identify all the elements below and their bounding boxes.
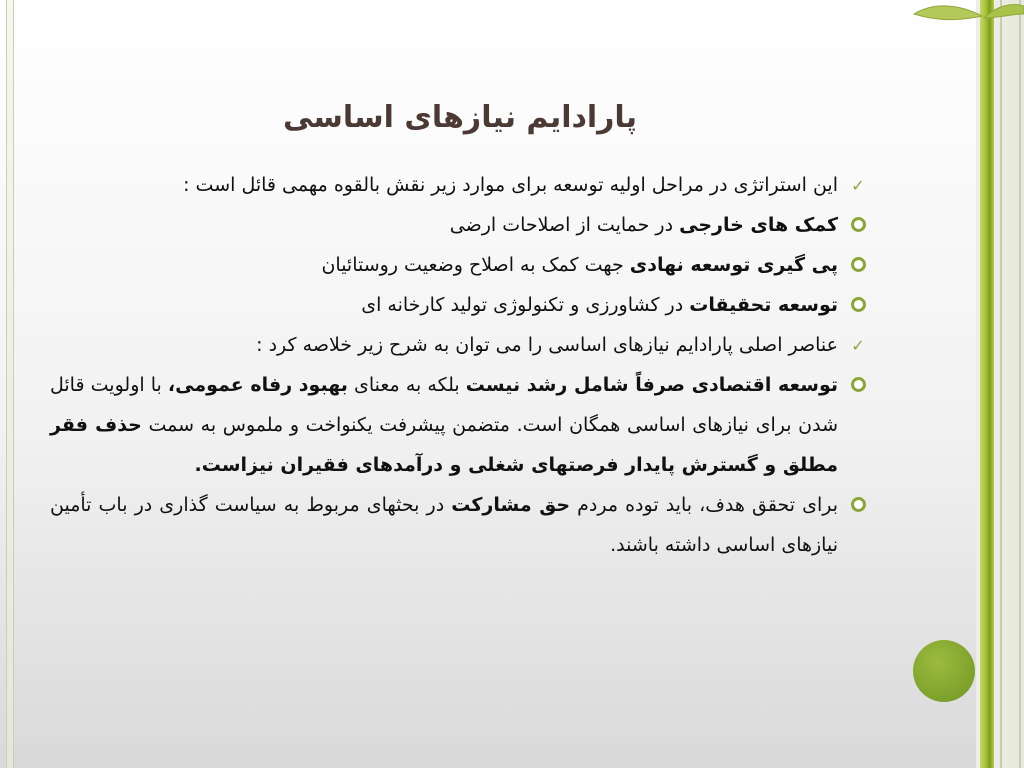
bullet-item <box>50 485 870 565</box>
bullet-text-bold: توسعه اقتصادی صرفاً شامل رشد نیست <box>465 374 839 396</box>
ring-bullet-icon <box>846 285 870 326</box>
stem-line-far-decoration <box>1019 0 1021 768</box>
bullet-text: در کشاورزی و تکنولوژی تولید کارخانه ای <box>361 294 690 316</box>
ring-bullet-icon <box>846 485 870 526</box>
bullet-list <box>50 165 870 565</box>
ring-bullet-icon <box>846 205 870 246</box>
bullet-item <box>50 325 870 365</box>
plant-stem-decoration <box>980 0 994 768</box>
bullet-item <box>50 165 870 205</box>
bullet-text: این استراتژی در مراحل اولیه توسعه برای موارد زیر نقش بالقوه مهمی قائل است : <box>183 174 838 196</box>
leaves-icon <box>904 0 1024 40</box>
bullet-text: در حمایت از اصلاحات ارضی <box>449 214 680 236</box>
bullet-text: با اولویت قائل شدن برای نیازهای اساسی همگان است. متضمن پیشرفت یکنواخت و ملموس به سمت <box>50 374 838 436</box>
bullet-text: برای تحقق هدف، باید توده مردم <box>570 494 839 516</box>
bullet-text-bold: حذف فقر مطلق و گسترش پایدار فرصتهای شغلی و درآمدهای فقیران نیزاست. <box>50 414 838 476</box>
ring-bullet-icon <box>846 365 870 406</box>
bullet-text: بلکه به معنای <box>347 374 466 396</box>
check-icon: ✓ <box>851 336 865 355</box>
stem-line-decoration <box>1000 0 1002 768</box>
bullet-item <box>50 365 870 485</box>
bullet-item <box>50 205 870 245</box>
bullet-text: در بحثهای مربوط به سیاست گذاری در باب تأمین نیازهای اساسی داشته باشند. <box>50 494 838 556</box>
ring-bullet-icon <box>846 245 870 286</box>
bullet-text-bold: کمک های خارجی <box>679 214 838 236</box>
slide-title: پارادایم نیازهای اساسی <box>283 100 637 135</box>
bullet-text: جهت کمک به اصلاح وضعیت روستائیان <box>321 254 630 276</box>
green-circle-decoration <box>913 640 975 702</box>
slide-content <box>50 90 870 565</box>
left-frame-decoration <box>6 0 14 768</box>
bullet-text-bold: پی گیری توسعه نهادی <box>629 254 838 276</box>
bullet-text-bold: توسعه تحقیقات <box>689 294 838 316</box>
bullet-text: عناصر اصلی پارادایم نیازهای اساسی را می توان به شرح زیر خلاصه کرد : <box>256 334 838 356</box>
bullet-item <box>50 285 870 325</box>
bullet-text-bold: حق مشارکت <box>451 494 571 516</box>
bullet-item <box>50 245 870 285</box>
check-icon: ✓ <box>851 176 865 195</box>
bullet-text-bold: بهبود رفاه عمومی، <box>167 374 348 396</box>
